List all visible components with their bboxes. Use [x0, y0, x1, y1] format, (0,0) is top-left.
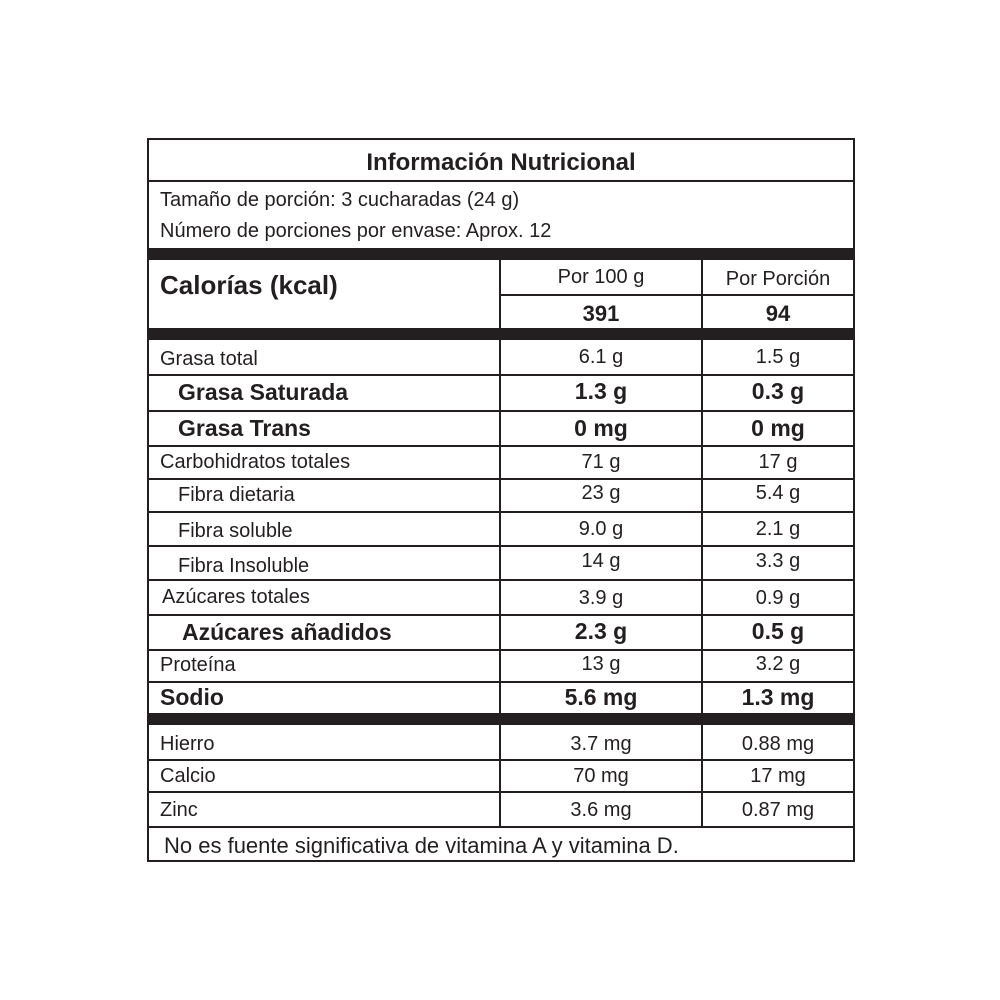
nutrient-per-100g: 9.0 g — [578, 518, 624, 540]
nutrient-per-serving: 3.3 g — [755, 550, 801, 572]
nutrient-label: Grasa Saturada — [178, 379, 349, 405]
header-row-divider — [499, 294, 853, 296]
nutrient-per-100g: 14 g — [581, 550, 621, 572]
nutrient-label: Proteína — [160, 654, 236, 676]
serving-size: Tamaño de porción: 3 cucharadas (24 g) — [160, 189, 520, 211]
row-divider — [149, 511, 853, 513]
nutrient-per-serving: 1.5 g — [755, 346, 801, 368]
mineral-per-100g: 3.7 mg — [570, 733, 632, 755]
servings-per-container: Número de porciones por envase: Aprox. 12 — [160, 220, 552, 242]
mineral-per-100g: 70 mg — [573, 765, 629, 787]
nutrient-per-serving: 0.3 g — [751, 378, 805, 404]
mineral-per-serving: 0.87 mg — [741, 799, 815, 821]
row-divider — [149, 759, 853, 761]
nutrient-per-serving: 0.5 g — [751, 618, 805, 644]
nutrient-per-serving: 1.3 mg — [741, 684, 815, 710]
footnote: No es fuente significativa de vitamina A y vitamina D. — [164, 833, 679, 858]
nutrient-label: Sodio — [160, 684, 224, 710]
nutrient-per-serving: 17 g — [758, 451, 798, 473]
row-divider — [149, 374, 853, 376]
title-divider — [149, 180, 853, 182]
nutrient-per-serving: 0.9 g — [755, 587, 801, 609]
nutrient-label: Grasa Trans — [178, 415, 311, 441]
column-header-per-serving: Por Porción — [725, 268, 831, 290]
row-divider — [149, 579, 853, 581]
nutrient-per-100g: 0 mg — [574, 415, 628, 441]
row-divider — [149, 478, 853, 480]
nutrient-per-serving: 0 mg — [751, 415, 805, 441]
nutrient-per-100g: 71 g — [581, 451, 621, 473]
mineral-per-100g: 3.6 mg — [570, 799, 632, 821]
mineral-per-serving: 0.88 mg — [741, 733, 815, 755]
calories-per-100g: 391 — [582, 301, 620, 326]
nutrient-per-100g: 13 g — [581, 653, 621, 675]
nutrient-per-100g: 1.3 g — [574, 378, 628, 404]
column-header-per-100g: Por 100 g — [557, 266, 645, 288]
nutrient-per-serving: 5.4 g — [755, 482, 801, 504]
nutrient-per-100g: 3.9 g — [578, 587, 624, 609]
nutrient-per-100g: 2.3 g — [574, 618, 628, 644]
nutrient-label: Grasa total — [160, 348, 258, 370]
thick-divider-minerals — [149, 713, 853, 725]
mineral-label: Hierro — [160, 733, 215, 755]
row-divider — [149, 649, 853, 651]
thick-divider-calories — [149, 328, 853, 340]
nutrient-label: Carbohidratos totales — [160, 451, 351, 473]
row-divider — [149, 681, 853, 683]
calories-label: Calorías (kcal) — [160, 270, 338, 300]
footnote-divider — [149, 826, 853, 828]
mineral-label: Calcio — [160, 765, 216, 787]
nutrition-facts-table — [147, 138, 855, 862]
row-divider — [149, 545, 853, 547]
nutrient-label: Fibra dietaria — [178, 484, 295, 506]
label-title: Información Nutricional — [366, 149, 636, 176]
nutrient-per-serving: 2.1 g — [755, 518, 801, 540]
nutrient-label: Azúcares totales — [162, 586, 310, 608]
calories-per-serving: 94 — [765, 301, 791, 326]
row-divider — [149, 410, 853, 412]
row-divider — [149, 445, 853, 447]
nutrient-per-100g: 6.1 g — [578, 346, 624, 368]
mineral-per-serving: 17 mg — [750, 765, 806, 787]
mineral-label: Zinc — [160, 799, 198, 821]
row-divider — [149, 791, 853, 793]
nutrient-per-100g: 23 g — [581, 482, 621, 504]
thick-divider-top — [149, 248, 853, 260]
nutrient-label: Fibra Insoluble — [178, 555, 310, 577]
nutrient-per-serving: 3.2 g — [755, 653, 801, 675]
nutrient-label: Azúcares añadidos — [182, 619, 392, 645]
nutrient-label: Fibra soluble — [178, 520, 293, 542]
nutrient-per-100g: 5.6 mg — [564, 684, 638, 710]
row-divider — [149, 614, 853, 616]
